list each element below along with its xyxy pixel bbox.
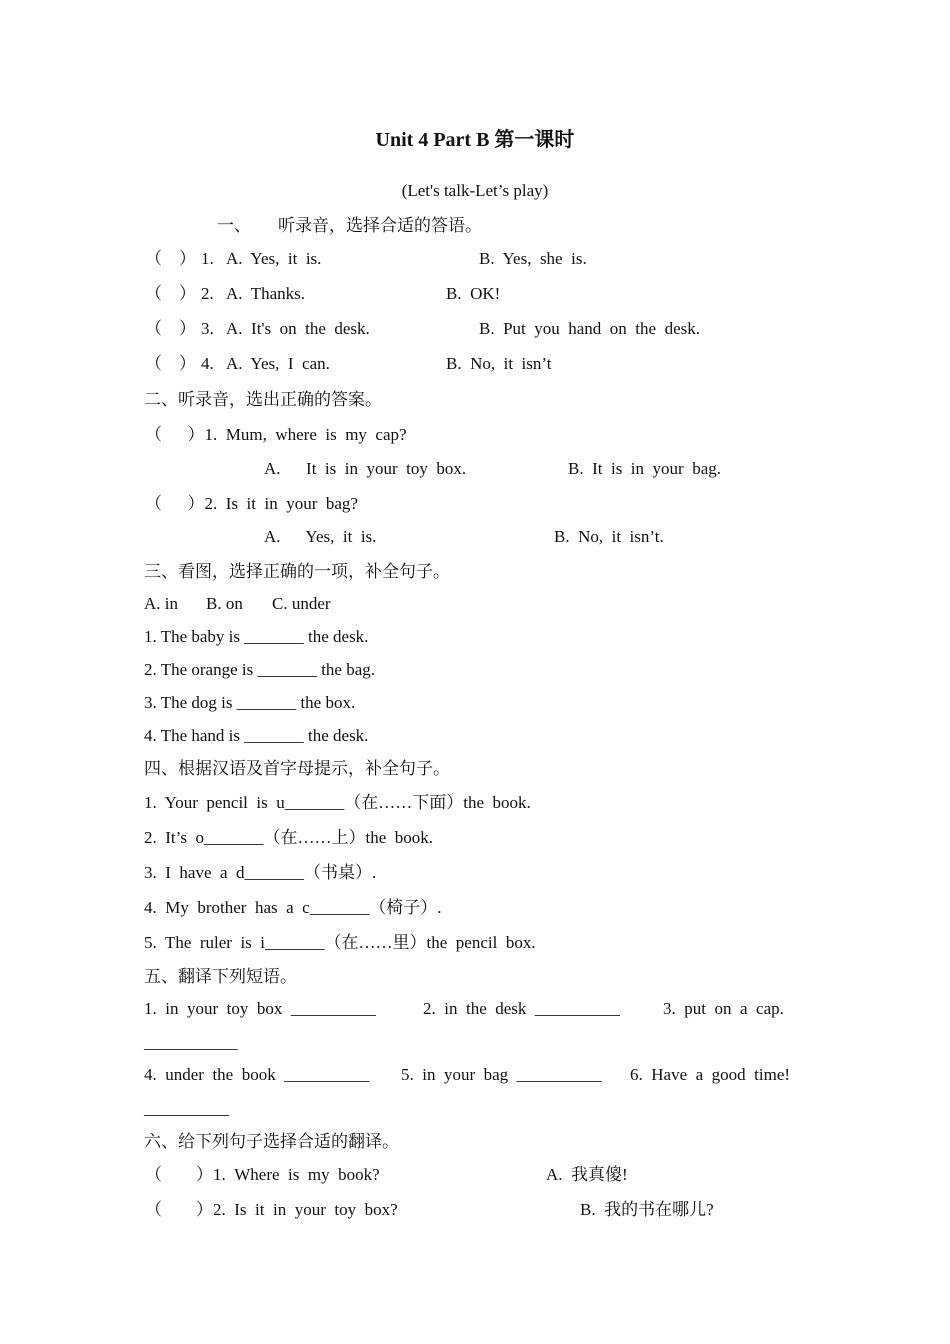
- s2-q2-option-b: B. No, it isn’t.: [554, 527, 664, 546]
- section-2-title: 二、听录音，选出正确的答案。: [144, 390, 382, 409]
- section-3-title: 三、看图，选择正确的一项，补全句子。: [144, 562, 450, 581]
- s1-q2-option-b: B. OK!: [446, 284, 501, 303]
- s2-q1-question: （ ）1. Mum, where is my cap?: [145, 425, 407, 444]
- s4-sentence-1: 1. Your pencil is u_______（在……下面）the book.: [144, 793, 531, 812]
- s1-q4-number: 4.: [201, 354, 214, 373]
- s3-option-c: C. under: [272, 594, 331, 613]
- s3-sentence-1: 1. The baby is _______ the desk.: [144, 627, 369, 646]
- section-1-title: 听录音，选择合适的答语。: [278, 216, 482, 235]
- s5-phrase-3: 3. put on a cap.: [663, 999, 784, 1018]
- s3-sentence-3: 3. The dog is _______ the box.: [144, 693, 356, 712]
- s2-q2-option-a: A. Yes, it is.: [264, 527, 377, 546]
- s5-phrase-4: 4. under the book __________: [144, 1065, 370, 1084]
- s4-sentence-2: 2. It’s o_______（在……上）the book.: [144, 828, 433, 847]
- s1-q3-option-a: A. It's on the desk.: [226, 319, 370, 338]
- s5-phrase-2: 2. in the desk __________: [423, 999, 620, 1018]
- s1-q4-paren: （ ）: [145, 354, 196, 373]
- page-subtitle: (Let's talk-Let’s play): [401, 181, 549, 200]
- s1-q3-paren: （ ）: [145, 319, 196, 338]
- s3-sentence-2: 2. The orange is _______ the bag.: [144, 660, 376, 679]
- s2-q2-question: （ ）2. Is it in your bag?: [145, 494, 358, 513]
- s1-q1-option-a: A. Yes, it is.: [226, 249, 322, 268]
- s1-q3-option-b: B. Put you hand on the desk.: [479, 319, 700, 338]
- section-5-title: 五、翻译下列短语。: [144, 967, 297, 986]
- s1-q1-paren: （ ）: [145, 249, 196, 268]
- s3-sentence-4: 4. The hand is _______ the desk.: [144, 726, 369, 745]
- s5-phrase-1: 1. in your toy box __________: [144, 999, 376, 1018]
- s6-q1-question: （ ）1. Where is my book?: [145, 1165, 380, 1184]
- s1-q2-number: 2.: [201, 284, 214, 303]
- section-1-number: 一、: [217, 216, 251, 235]
- section-6-title: 六、给下列句子选择合适的翻译。: [144, 1132, 399, 1151]
- s5-blank-3: ___________: [144, 1033, 238, 1052]
- s6-q2-translation: B. 我的书在哪儿?: [580, 1200, 714, 1219]
- s6-q2-question: （ ）2. Is it in your toy box?: [145, 1200, 398, 1219]
- s5-phrase-6: 6. Have a good time!: [630, 1065, 791, 1084]
- s1-q2-paren: （ ）: [145, 284, 196, 303]
- s5-blank-6: __________: [144, 1099, 229, 1118]
- section-4-title: 四、根据汉语及首字母提示，补全句子。: [144, 759, 450, 778]
- s3-option-b: B. on: [206, 594, 243, 613]
- s1-q1-option-b: B. Yes, she is.: [479, 249, 587, 268]
- s2-q1-option-a: A. It is in your toy box.: [264, 459, 467, 478]
- s1-q4-option-b: B. No, it isn’t: [446, 354, 552, 373]
- s1-q2-option-a: A. Thanks.: [226, 284, 306, 303]
- s5-phrase-5: 5. in your bag __________: [401, 1065, 602, 1084]
- page-title: Unit 4 Part B 第一课时: [375, 129, 575, 151]
- s4-sentence-5: 5. The ruler is i_______（在……里）the pencil box.: [144, 933, 536, 952]
- s1-q3-number: 3.: [201, 319, 214, 338]
- s3-option-a: A. in: [144, 594, 178, 613]
- s6-q1-translation: A. 我真傻!: [546, 1165, 628, 1184]
- s1-q4-option-a: A. Yes, I can.: [226, 354, 330, 373]
- s2-q1-option-b: B. It is in your bag.: [568, 459, 721, 478]
- s1-q1-number: 1.: [201, 249, 214, 268]
- s4-sentence-3: 3. I have a d_______（书桌）.: [144, 863, 377, 882]
- s4-sentence-4: 4. My brother has a c_______（椅子）.: [144, 898, 442, 917]
